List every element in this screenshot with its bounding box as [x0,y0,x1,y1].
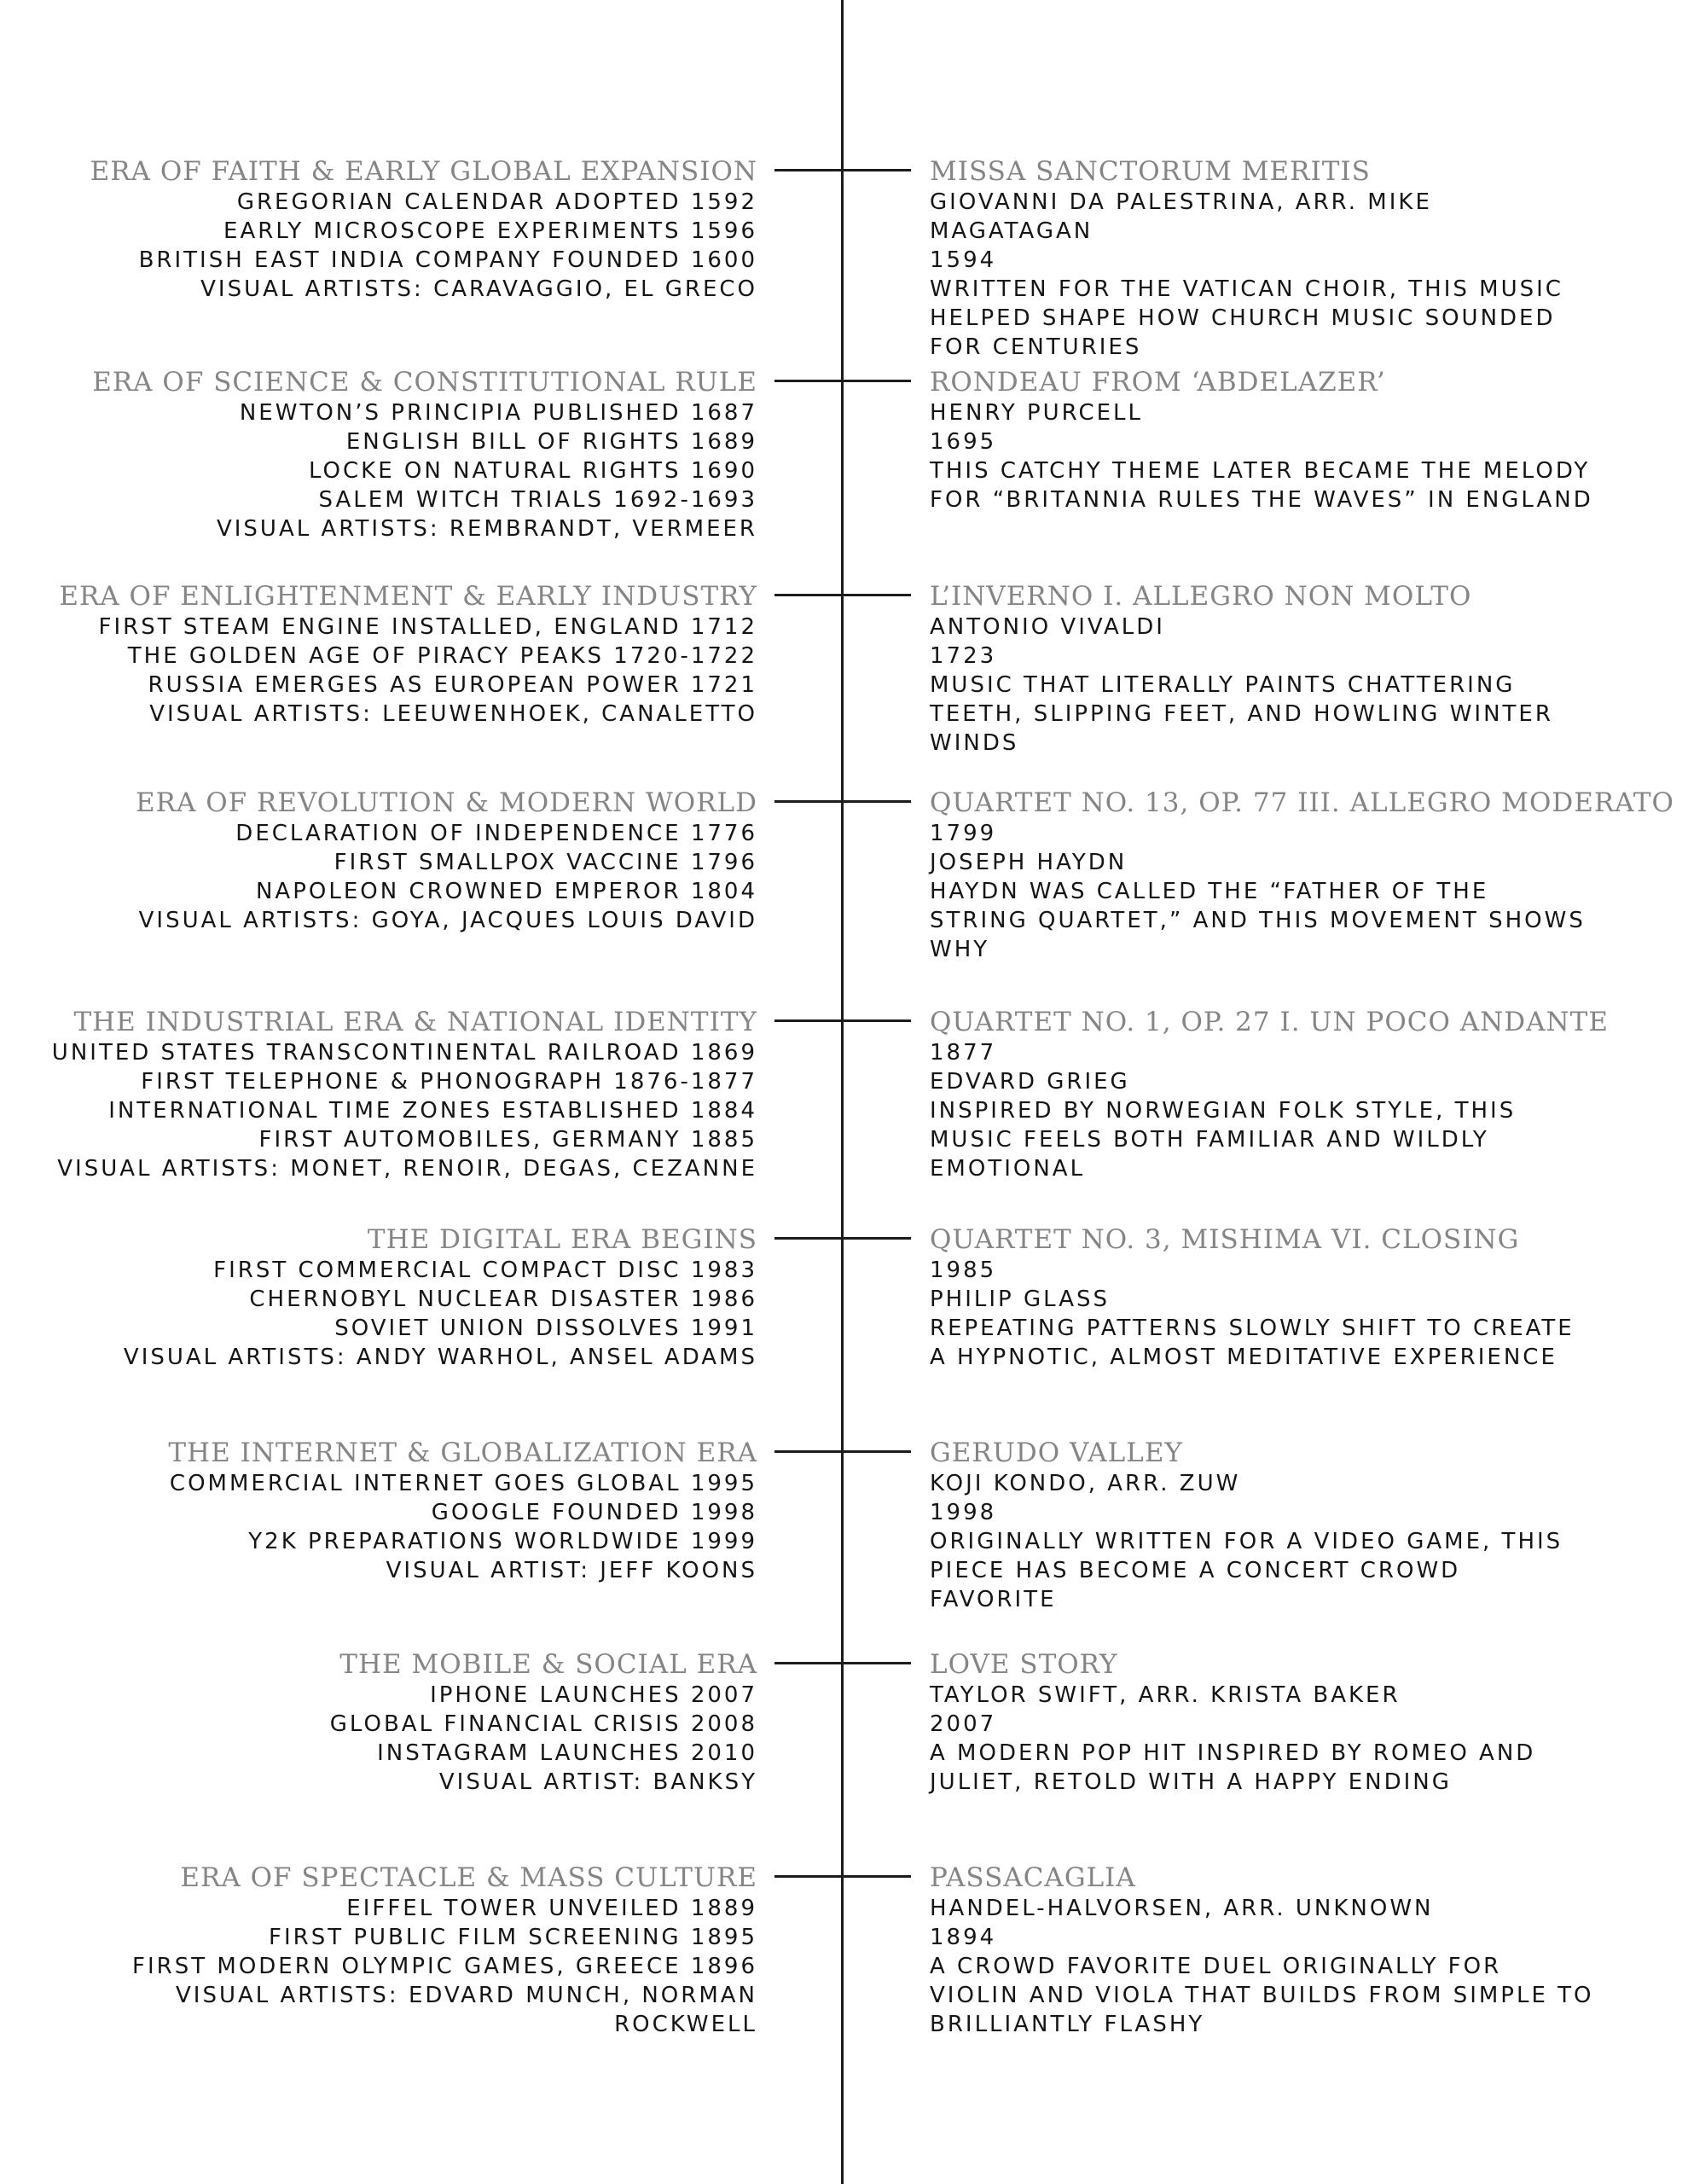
era-event: INSTAGRAM LAUNCHES 2010 [377,1740,757,1766]
era-event: THE GOLDEN AGE OF PIRACY PEAKS 1720-1722 [127,643,757,669]
era-event: VISUAL ARTISTS: LEEUWENHOEK, CANALETTO [149,701,757,727]
timeline-axis [841,0,844,2184]
piece-line: REPEATING PATTERNS SLOWLY SHIFT TO CREATE A HYPNOTIC, ALMOST MEDITATIVE EXPERIENCE [930,1316,1575,1370]
era-event: CHERNOBYL NUCLEAR DISASTER 1986 [249,1287,757,1312]
piece-line: 1594 [930,247,997,273]
piece-line: 2007 [930,1711,997,1737]
era-event: LOCKE ON NATURAL RIGHTS 1690 [308,458,757,484]
era-event: NEWTON’S PRINCIPIA PUBLISHED 1687 [239,400,757,426]
era-event: GREGORIAN CALENDAR ADOPTED 1592 [236,189,757,215]
piece-title: RONDEAU FROM ‘ABDELAZER’ [930,367,1386,398]
piece-line: KOJI KONDO, ARR. ZUW [930,1471,1241,1496]
piece-block [930,1648,1688,1797]
piece-block [930,366,1688,514]
piece-block [930,1223,1688,1372]
era-event: GOOGLE FOUNDED 1998 [431,1500,757,1525]
era-event: DECLARATION OF INDEPENDENCE 1776 [235,821,757,846]
era-title: ERA OF SPECTACLE & MASS CULTURE [180,1862,757,1893]
piece-title: PASSACAGLIA [930,1862,1136,1893]
era-title: ERA OF FAITH & EARLY GLOBAL EXPANSION [90,156,757,187]
section-connector [774,1450,911,1453]
piece-block [930,787,1688,964]
piece-line: GIOVANNI DA PALESTRINA, ARR. MIKE MAGATAGAN [930,189,1432,244]
piece-line: 1998 [930,1500,997,1525]
piece-title: QUARTET NO. 13, OP. 77 III. ALLEGRO MODERATO [930,787,1674,818]
era-event: Y2K PREPARATIONS WORLDWIDE 1999 [248,1529,757,1554]
era-block [0,155,757,304]
piece-title: QUARTET NO. 3, MISHIMA VI. CLOSING [930,1224,1520,1255]
piece-line: 1894 [930,1925,997,1950]
piece-line: 1723 [930,643,997,669]
era-event: GLOBAL FINANCIAL CRISIS 2008 [329,1711,757,1737]
era-event: BRITISH EAST INDIA COMPANY FOUNDED 1600 [138,247,757,273]
era-block [0,1862,757,2039]
era-event: VISUAL ARTISTS: GOYA, JACQUES LOUIS DAVID [138,908,757,933]
piece-title: QUARTET NO. 1, OP. 27 I. UN POCO ANDANTE [930,1007,1609,1037]
era-title: ERA OF SCIENCE & CONSTITUTIONAL RULE [92,367,757,398]
piece-line: HENRY PURCELL [930,400,1144,426]
piece-title: LOVE STORY [930,1649,1118,1680]
piece-line: 1985 [930,1258,997,1283]
piece-block [930,155,1688,362]
section-connector [774,380,911,382]
piece-line: TAYLOR SWIFT, ARR. KRISTA BAKER [930,1682,1401,1708]
piece-title: L’INVERNO I. ALLEGRO NON MOLTO [930,581,1472,612]
era-block [0,1648,757,1797]
era-event: VISUAL ARTISTS: REMBRANDT, VERMEER [216,516,757,542]
piece-line: MUSIC THAT LITERALLY PAINTS CHATTERING TEETH, SLIPPING FEET, AND HOWLING WINTER WINDS [930,672,1553,756]
section-connector [774,594,911,596]
piece-line: EDVARD GRIEG [930,1069,1130,1095]
era-event: FIRST TELEPHONE & PHONOGRAPH 1876-1877 [141,1069,757,1095]
section-connector [774,1019,911,1022]
era-event: COMMERCIAL INTERNET GOES GLOBAL 1995 [169,1471,757,1496]
era-event: FIRST STEAM ENGINE INSTALLED, ENGLAND 1712 [98,614,757,640]
piece-line: 1695 [930,429,997,455]
section-connector [774,169,911,171]
era-event: EIFFEL TOWER UNVEILED 1889 [346,1896,757,1921]
era-block [0,1006,757,1183]
era-event: FIRST AUTOMOBILES, GERMANY 1885 [258,1127,757,1153]
piece-line: WRITTEN FOR THE VATICAN CHOIR, THIS MUSIC HELPED SHAPE HOW CHURCH MUSIC SOUNDED FOR CENTURIES [930,276,1563,360]
era-event: IPHONE LAUNCHES 2007 [430,1682,757,1708]
piece-line: ANTONIO VIVALDI [930,614,1165,640]
era-title: THE INTERNET & GLOBALIZATION ERA [168,1438,757,1468]
section-connector [774,1875,911,1878]
era-event: FIRST MODERN OLYMPIC GAMES, GREECE 1896 [132,1954,757,1979]
piece-block [930,1862,1688,2039]
piece-line: ORIGINALLY WRITTEN FOR A VIDEO GAME, THIS PIECE HAS BECOME A CONCERT CROWD FAVORITE [930,1529,1563,1612]
piece-line: 1877 [930,1040,997,1066]
era-event: VISUAL ARTIST: BANKSY [438,1769,757,1795]
era-event: INTERNATIONAL TIME ZONES ESTABLISHED 1884 [108,1098,757,1124]
era-event: SALEM WITCH TRIALS 1692-1693 [318,487,757,513]
piece-line: HAYDN WAS CALLED THE “FATHER OF THE STRING QUARTET,” AND THIS MOVEMENT SHOWS WHY [930,879,1586,962]
piece-line: 1799 [930,821,997,846]
era-block [0,787,757,935]
era-title: THE MOBILE & SOCIAL ERA [339,1649,757,1680]
section-connector [774,1662,911,1664]
piece-line: INSPIRED BY NORWEGIAN FOLK STYLE, THIS MUSIC FEELS BOTH FAMILIAR AND WILDLY EMOTIONAL [930,1098,1517,1182]
piece-line: A MODERN POP HIT INSPIRED BY ROMEO AND JULIET, RETOLD WITH A HAPPY ENDING [930,1740,1536,1795]
era-block [0,1223,757,1372]
era-event: FIRST COMMERCIAL COMPACT DISC 1983 [213,1258,757,1283]
era-event: VISUAL ARTIST: JEFF KOONS [386,1558,757,1583]
era-title: THE DIGITAL ERA BEGINS [367,1224,757,1255]
piece-block [930,1437,1688,1614]
piece-line: HANDEL-HALVORSEN, ARR. UNKNOWN [930,1896,1434,1921]
era-event: EARLY MICROSCOPE EXPERIMENTS 1596 [223,218,757,244]
piece-title: MISSA SANCTORUM MERITIS [930,156,1371,187]
era-event: FIRST SMALLPOX VACCINE 1796 [334,850,757,875]
era-event: VISUAL ARTISTS: EDVARD MUNCH, NORMAN ROCKWELL [176,1983,757,2037]
era-event: VISUAL ARTISTS: MONET, RENOIR, DEGAS, CEZANNE [57,1156,757,1182]
era-title: THE INDUSTRIAL ERA & NATIONAL IDENTITY [73,1007,757,1037]
era-event: RUSSIA EMERGES AS EUROPEAN POWER 1721 [148,672,757,698]
era-event: NAPOLEON CROWNED EMPEROR 1804 [255,879,757,904]
section-connector [774,800,911,803]
piece-line: PHILIP GLASS [930,1287,1111,1312]
piece-line: A CROWD FAVORITE DUEL ORIGINALLY FOR VIOLIN AND VIOLA THAT BUILDS FROM SIMPLE TO BRILLIANTLY FLASHY [930,1954,1594,2037]
era-event: UNITED STATES TRANSCONTINENTAL RAILROAD 1869 [51,1040,757,1066]
piece-block [930,580,1688,758]
era-title: ERA OF ENLIGHTENMENT & EARLY INDUSTRY [59,581,757,612]
piece-title: GERUDO VALLEY [930,1438,1183,1468]
era-event: SOVIET UNION DISSOLVES 1991 [334,1316,757,1341]
piece-block [930,1006,1688,1183]
piece-line: THIS CATCHY THEME LATER BECAME THE MELODY FOR “BRITANNIA RULES THE WAVES” IN ENGLAND [930,458,1593,513]
piece-line: JOSEPH HAYDN [930,850,1128,875]
era-event: VISUAL ARTISTS: CARAVAGGIO, EL GRECO [200,276,757,302]
era-block [0,1437,757,1585]
era-event: ENGLISH BILL OF RIGHTS 1689 [345,429,757,455]
era-block [0,366,757,543]
section-connector [774,1237,911,1240]
era-event: FIRST PUBLIC FILM SCREENING 1895 [269,1925,757,1950]
era-block [0,580,757,729]
era-event: VISUAL ARTISTS: ANDY WARHOL, ANSEL ADAMS [123,1345,757,1370]
era-title: ERA OF REVOLUTION & MODERN WORLD [135,787,757,818]
